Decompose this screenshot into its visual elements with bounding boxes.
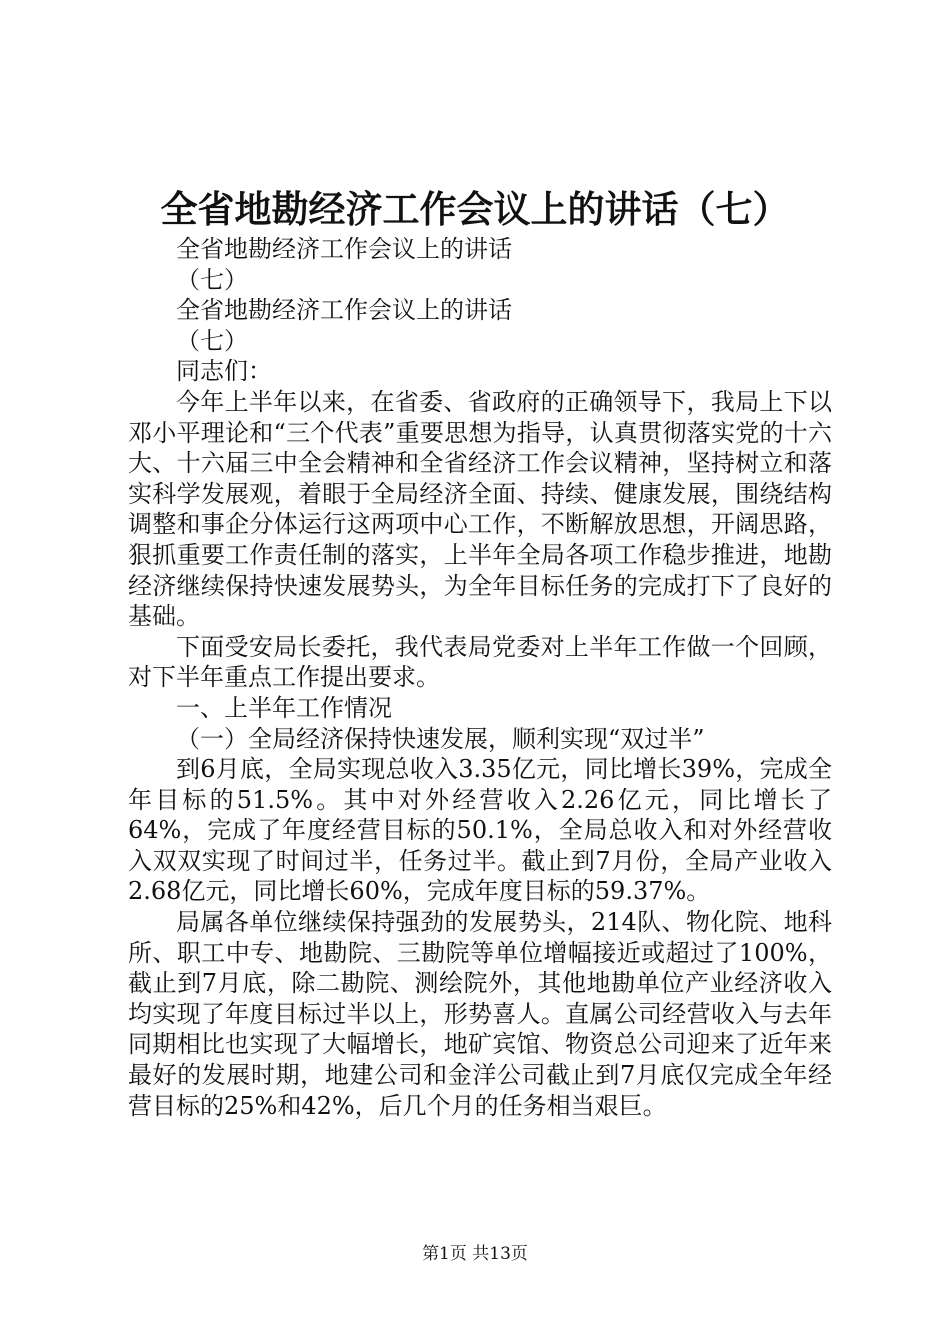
document-body	[128, 234, 832, 1121]
document-title: 全省地勘经济工作会议上的讲话（七）	[160, 187, 790, 231]
page-footer: 第1页 共13页	[422, 1244, 528, 1264]
paragraph-subtitle-2: 全省地勘经济工作会议上的讲话	[176, 296, 512, 325]
paragraph-subtitle-number-1: （七）	[176, 265, 248, 294]
paragraph-purpose: 下面受安局长委托，我代表局党委对上半年工作做一个回顾，对下半年重点工作提出要求。	[128, 632, 832, 692]
subsection-heading-1: （一）全局经济保持快速发展，顺利实现“双过半”	[176, 724, 705, 753]
paragraph-subtitle-number-2: （七）	[176, 326, 248, 355]
paragraph-intro: 今年上半年以来，在省委、省政府的正确领导下，我局上下以邓小平理论和“三个代表”重要思想为指导，认真贯彻落实党的十六大、十六届三中全会精神和全省经济工作会议精神，坚持树立和落实科学发展观，着眼于全局经济全面、持续、健康发展，围绕结构调整和事企分体运行这两项中心工作，不断解放思想，开阔思路，狠抓重要工作责任制的落实，上半年全局各项工作稳步推进，地勘经济继续保持快速发展势头，为全年目标任务的完成打下了良好的基础。	[128, 387, 832, 631]
paragraph-units: 局属各单位继续保持强劲的发展势头，214队、物化院、地科所、职工中专、地勘院、三勘院等单位增幅接近或超过了100%，截止到7月底，除二勘院、测绘院外，其他地勘单位产业经济收入均实现了年度目标过半以上，形势喜人。直属公司经营收入与去年同期相比也实现了大幅增长，地矿宾馆、物资总公司迎来了近年来最好的发展时期，地建公司和金洋公司截止到7月底仅完成全年经营目标的25%和42%，后几个月的任务相当艰巨。	[128, 908, 832, 1120]
section-heading-1: 一、上半年工作情况	[176, 693, 392, 722]
paragraph-subtitle-1: 全省地勘经济工作会议上的讲话	[176, 235, 512, 263]
paragraph-revenue: 到6月底，全局实现总收入3.35亿元，同比增长39%，完成全年目标的51.5%。其中对外经营收入2.26亿元，同比增长了64%，完成了年度经营目标的50.1%，全局总收入和对外经营收入双双实现了时间过半，任务过半。截止到7月份，全局产业收入2.68亿元，同比增长60%，完成年度目标的59.37%。	[128, 755, 832, 906]
paragraph-salutation: 同志们：	[176, 357, 272, 386]
